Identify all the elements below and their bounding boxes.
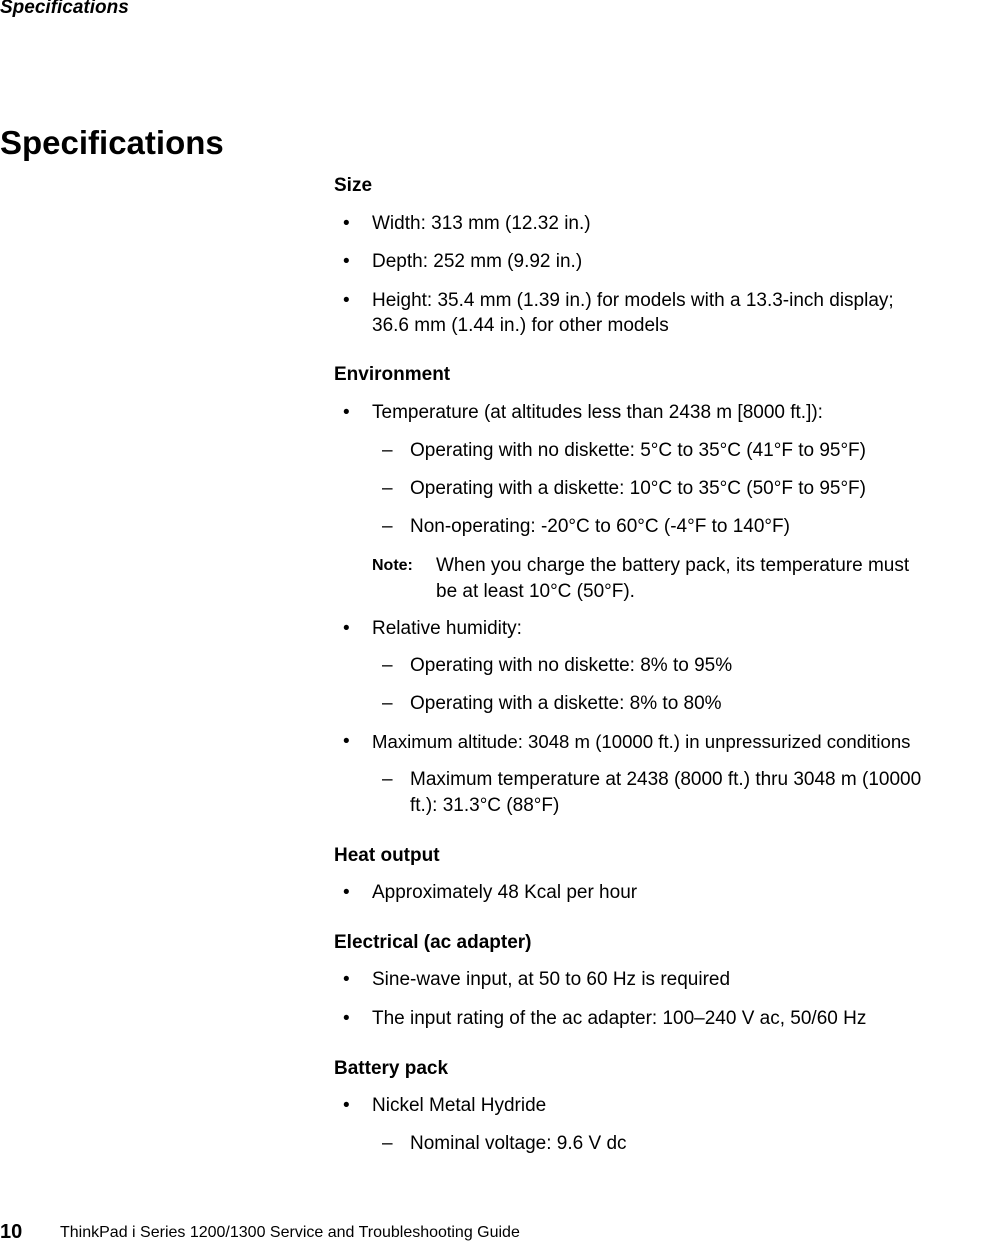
dash-icon: – — [382, 478, 393, 499]
env-humidity-no-diskette: Operating with no diskette: 8% to 95% — [410, 655, 733, 676]
section-heading-heat-output: Heat output — [334, 845, 440, 866]
note-label: Note: — [372, 557, 413, 574]
bullet-icon: • — [343, 618, 350, 639]
bullet-icon: • — [343, 290, 350, 311]
bullet-icon: • — [343, 402, 350, 423]
section-heading-electrical: Electrical (ac adapter) — [334, 932, 532, 953]
size-width: Width: 313 mm (12.32 in.) — [372, 213, 591, 234]
bullet-icon: • — [343, 731, 350, 752]
bullet-icon: • — [343, 213, 350, 234]
bullet-icon: • — [343, 1095, 350, 1116]
size-height-line1: Height: 35.4 mm (1.39 in.) for models with a 13.3-inch display; — [372, 290, 894, 311]
dash-icon: – — [382, 693, 393, 714]
note-line1: When you charge the battery pack, its temperature must — [436, 555, 910, 576]
bullet-icon: • — [343, 882, 350, 903]
env-temp-diskette: Operating with a diskette: 10°C to 35°C (50°F to 95°F) — [410, 478, 866, 499]
electrical-sine-wave: Sine-wave input, at 50 to 60 Hz is required — [372, 969, 731, 990]
dash-icon: – — [382, 440, 393, 461]
page-title: Specifications — [0, 124, 224, 161]
footer-book-title: ThinkPad i Series 1200/1300 Service and Troubleshooting Guide — [60, 1224, 520, 1241]
electrical-input-rating: The input rating of the ac adapter: 100–240 V ac, 50/60 Hz — [372, 1008, 867, 1029]
env-max-temp-line2: ft.): 31.3°C (88°F) — [410, 795, 560, 816]
note-line2: be at least 10°C (50°F). — [436, 581, 635, 602]
env-max-temp-line1: Maximum temperature at 2438 (8000 ft.) thru 3048 m (10000 — [410, 769, 922, 790]
page-number: 10 — [0, 1221, 23, 1243]
dash-icon: – — [382, 769, 393, 790]
running-header: Specifications — [0, 0, 129, 18]
size-depth: Depth: 252 mm (9.92 in.) — [372, 251, 583, 272]
env-altitude: Maximum altitude: 3048 m (10000 ft.) in unpressurized conditions — [372, 731, 911, 752]
env-temp-no-diskette: Operating with no diskette: 5°C to 35°C (41°F to 95°F) — [410, 440, 866, 461]
section-heading-environment: Environment — [334, 364, 451, 385]
bullet-icon: • — [343, 251, 350, 272]
heat-approx: Approximately 48 Kcal per hour — [372, 882, 638, 903]
dash-icon: – — [382, 516, 393, 537]
dash-icon: – — [382, 1133, 393, 1154]
bullet-icon: • — [343, 969, 350, 990]
section-heading-size: Size — [334, 175, 373, 196]
dash-icon: – — [382, 655, 393, 676]
env-temp-non-operating: Non-operating: -20°C to 60°C (-4°F to 140°F) — [410, 516, 790, 537]
battery-voltage: Nominal voltage: 9.6 V dc — [410, 1133, 627, 1154]
section-heading-battery: Battery pack — [334, 1058, 449, 1079]
env-humidity: Relative humidity: — [372, 618, 522, 639]
env-humidity-diskette: Operating with a diskette: 8% to 80% — [410, 693, 722, 714]
env-temperature: Temperature (at altitudes less than 2438 m [8000 ft.]): — [372, 402, 823, 423]
size-height-line2: 36.6 mm (1.44 in.) for other models — [372, 315, 669, 336]
battery-type: Nickel Metal Hydride — [372, 1095, 547, 1116]
bullet-icon: • — [343, 1008, 350, 1029]
